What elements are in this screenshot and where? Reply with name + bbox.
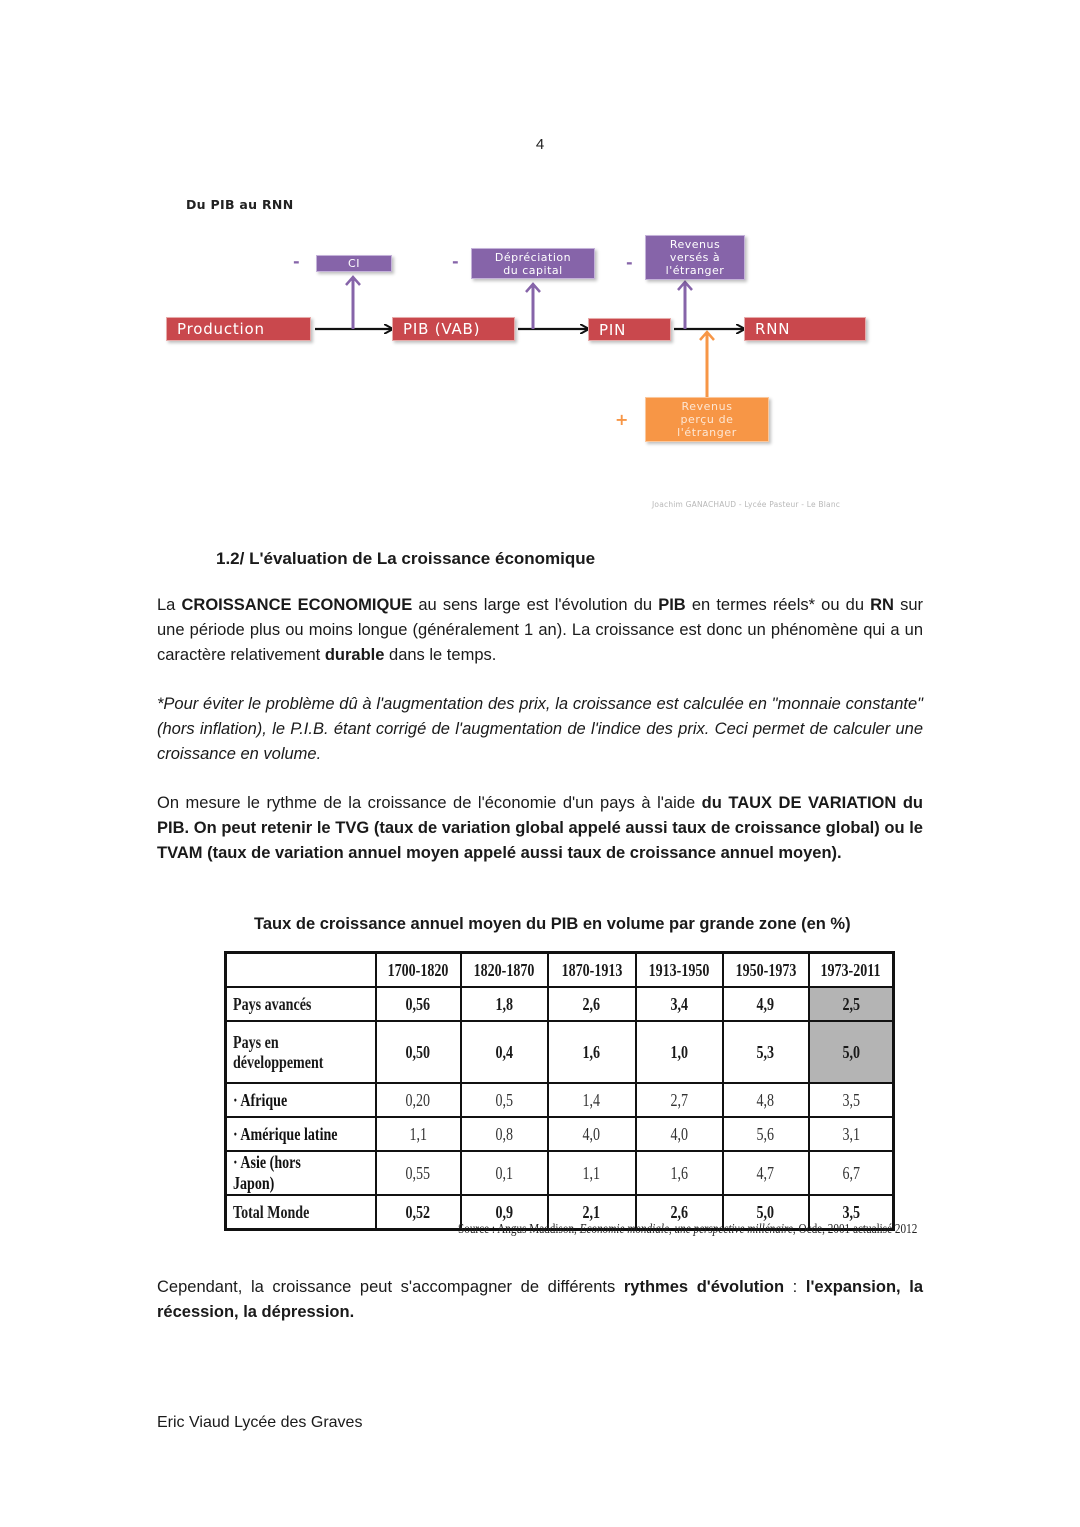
table-source <box>458 1222 1032 1238</box>
term-rn: RN <box>870 596 894 614</box>
text: dans le temps. <box>384 646 497 664</box>
revenus-percu-line3: l'étranger <box>677 426 737 439</box>
term-croissance-economique: CROISSANCE ECONOMIQUE <box>181 596 413 614</box>
revenus-verses-line1: Revenus <box>669 238 721 251</box>
table-cell: 4,0 <box>636 1117 723 1151</box>
pib-label: PIB (VAB) <box>403 320 481 338</box>
row-label: · Amérique latine <box>226 1117 376 1151</box>
row-label: Pays en développement <box>226 1021 376 1083</box>
source-prefix: Source : Angus Maddison, <box>458 1222 580 1237</box>
column-header: 1870-1913 <box>548 953 636 988</box>
term-pib: PIB <box>658 596 686 614</box>
minus-sign-depreciation: - <box>452 252 459 271</box>
table-cell: 0,1 <box>461 1151 548 1195</box>
corner-cell <box>226 953 376 988</box>
column-header: 1973-2011 <box>809 953 894 988</box>
rnn-box <box>744 317 866 341</box>
text: La <box>157 596 182 614</box>
table-cell: 1,1 <box>376 1117 461 1151</box>
page-number: 4 <box>535 136 545 153</box>
minus-sign-revenus-verses: - <box>626 253 633 272</box>
table-cell: 5,3 <box>723 1021 809 1083</box>
table-cell: 4,8 <box>723 1083 809 1117</box>
table-cell: 1,8 <box>461 987 548 1021</box>
footer-author: Eric Viaud Lycée des Graves <box>157 1414 363 1431</box>
column-header: 1913-1950 <box>636 953 723 988</box>
table-cell: 3,4 <box>636 987 723 1021</box>
row-label: Pays avancés <box>226 987 376 1021</box>
table-cell: 4,7 <box>723 1151 809 1195</box>
definition-paragraph <box>157 593 923 668</box>
table-cell-highlighted: 5,0 <box>809 1021 894 1083</box>
text: en termes réels* ou du <box>685 596 871 614</box>
column-header: 1950-1973 <box>723 953 809 988</box>
table-cell: 4,9 <box>723 987 809 1021</box>
table-cell: 4,0 <box>548 1117 636 1151</box>
term-rythmes: rythmes d'évolution <box>623 1278 785 1296</box>
depreciation-label-line2: du capital <box>503 263 563 277</box>
table-row <box>226 1117 894 1151</box>
table-cell: 0,52 <box>376 1195 461 1230</box>
table-row <box>226 987 894 1021</box>
revenus-verses-box <box>645 235 745 280</box>
plus-sign-revenus-percu: + <box>615 410 629 429</box>
source-suffix: , Ocde, 2001 actualisé 2012 <box>792 1222 918 1237</box>
text: : <box>784 1278 806 1296</box>
table-cell: 2,1 <box>548 1195 636 1230</box>
table-row <box>226 1151 894 1195</box>
table-cell: 0,50 <box>376 1021 461 1083</box>
table-cell: 2,6 <box>636 1195 723 1230</box>
production-box <box>166 317 311 341</box>
revenus-verses-line2: versés à <box>669 251 721 264</box>
table-cell: 2,7 <box>636 1083 723 1117</box>
pib-box <box>392 317 515 341</box>
table-cell: 0,5 <box>461 1083 548 1117</box>
ci-label: CI <box>348 257 360 270</box>
term-phases: l'expansion, la récession, la dépression. <box>157 1278 923 1321</box>
rhythms-paragraph <box>157 1275 923 1325</box>
minus-sign-ci: - <box>293 252 300 271</box>
pin-label: PIN <box>599 320 627 339</box>
footnote-paragraph: *Pour éviter le problème dû à l'augmentation des prix, la croissance est calculée en "monnaie constante" (hors inflation), le P.I.B. étant corrigé de l'augmentation de l'indice des prix. Ceci permet de calculer une croissance en volume. <box>157 695 923 763</box>
production-label: Production <box>177 320 265 338</box>
table-cell: 3,5 <box>809 1083 894 1117</box>
table-cell: 2,6 <box>548 987 636 1021</box>
table-cell-highlighted: 2,5 <box>809 987 894 1021</box>
rnn-label: RNN <box>755 320 791 338</box>
table-cell: 0,56 <box>376 987 461 1021</box>
row-label: · Afrique <box>226 1083 376 1117</box>
column-header: 1820-1870 <box>461 953 548 988</box>
row-label: · Asie (hors Japon) <box>226 1151 376 1195</box>
table-cell: 6,7 <box>809 1151 894 1195</box>
diagram-credit: Joachim GANACHAUD - Lycée Pasteur - Le Blanc <box>652 500 841 509</box>
revenus-percu-line2: perçu de <box>680 413 734 426</box>
pin-box <box>588 318 671 341</box>
table-cell: 0,9 <box>461 1195 548 1230</box>
table-cell: 5,0 <box>723 1195 809 1230</box>
text: Cependant, la croissance peut s'accompagner de différents <box>157 1278 624 1296</box>
term-taux-de-variation: du TAUX DE VARIATION du PIB. On peut retenir le TVG (taux de variation global appelé aussi taux de croissance global) ou le TVAM (taux de variation annuel moyen appelé aussi taux de croissance annuel moyen). <box>157 794 923 862</box>
table-row <box>226 1083 894 1117</box>
table-cell: 1,4 <box>548 1083 636 1117</box>
measure-paragraph <box>157 791 923 866</box>
table-header-row <box>226 953 894 988</box>
revenus-percu-box <box>645 397 769 442</box>
ci-box <box>316 255 392 272</box>
table-cell: 3,1 <box>809 1117 894 1151</box>
revenus-percu-line1: Revenus <box>681 400 733 413</box>
revenus-verses-line3: l'étranger <box>665 264 725 277</box>
table-cell: 1,6 <box>636 1151 723 1195</box>
table-cell: 1,1 <box>548 1151 636 1195</box>
table-cell: 1,6 <box>548 1021 636 1083</box>
table-cell: 3,5 <box>809 1195 894 1230</box>
diagram-title: Du PIB au RNN <box>186 197 294 212</box>
table-cell: 0,8 <box>461 1117 548 1151</box>
depreciation-box <box>471 248 595 279</box>
table-cell: 0,4 <box>461 1021 548 1083</box>
text: sur une période plus ou moins longue (généralement 1 an). La croissance est donc un phénomène qui a un caractère relativement <box>157 596 924 664</box>
table-cell: 0,55 <box>376 1151 461 1195</box>
table-cell: 0,20 <box>376 1083 461 1117</box>
term-durable: durable <box>324 646 385 664</box>
table-cell: 5,6 <box>723 1117 809 1151</box>
row-label: Total Monde <box>226 1195 376 1230</box>
text: On mesure le rythme de la croissance de l'économie d'un pays à l'aide <box>157 794 702 812</box>
source-title: Economie mondiale, une perspective millénaire <box>579 1222 793 1237</box>
growth-rate-table <box>224 951 895 1231</box>
text: au sens large est l'évolution du <box>412 596 659 614</box>
column-header: 1700-1820 <box>376 953 461 988</box>
section-heading: 1.2/ L'évaluation de La croissance économique <box>216 549 596 568</box>
table-title: Taux de croissance annuel moyen du PIB en volume par grande zone (en %) <box>254 915 851 933</box>
table-row <box>226 1021 894 1083</box>
table-cell: 1,0 <box>636 1021 723 1083</box>
depreciation-label-line1: Dépréciation <box>494 250 572 264</box>
